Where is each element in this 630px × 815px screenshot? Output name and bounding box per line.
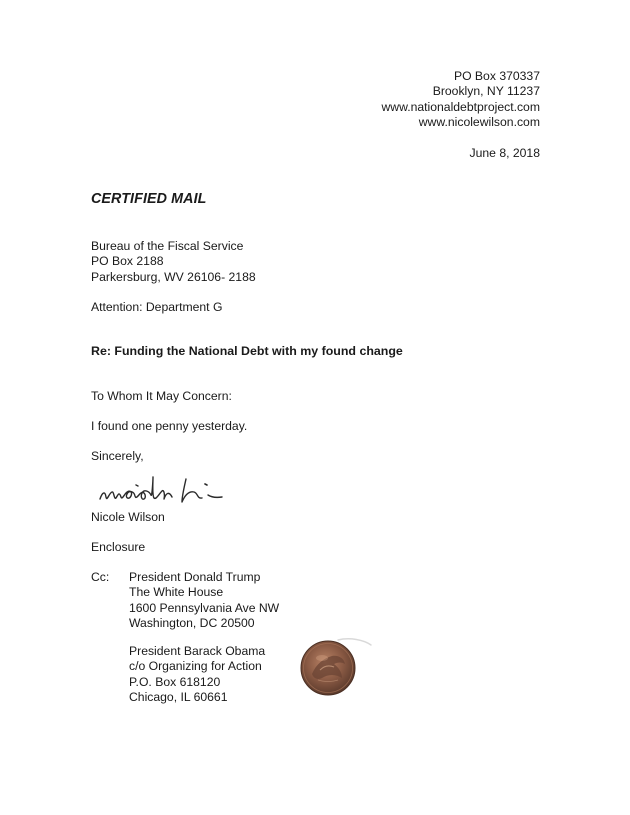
signer-name: Nicole Wilson (91, 510, 165, 524)
cc-label: Cc: (91, 570, 110, 584)
recipient-city-line: Parkersburg, WV 26106- 2188 (91, 269, 256, 284)
cc-recipient-1-line-3: 1600 Pennsylvania Ave NW (129, 600, 280, 615)
cc-recipient-1-line-1: President Donald Trump (129, 570, 261, 584)
cc-recipient-2-line-3: P.O. Box 618120 (129, 674, 221, 689)
attention-line: Attention: Department G (91, 300, 223, 314)
sender-address (381, 69, 540, 130)
letter-body: I found one penny yesterday. (91, 419, 248, 433)
letter-date: June 8, 2018 (469, 146, 540, 160)
cc-recipient-2-line-2: c/o Organizing for Action (129, 659, 262, 674)
sender-po-box: PO Box 370337 (453, 69, 540, 83)
cc-recipient-1-line-2: The White House (129, 585, 224, 600)
cc-recipient-2 (129, 644, 265, 705)
certified-mail-heading: CERTIFIED MAIL (91, 191, 207, 207)
penny-coin-icon (298, 634, 374, 698)
sender-website-2: www.nicolewilson.com (418, 114, 540, 129)
sender-website-1: www.nationaldebtproject.com (381, 99, 540, 114)
signature-icon (96, 471, 231, 507)
sender-city-line: Brooklyn, NY 11237 (432, 84, 540, 99)
cc-recipient-2-line-1: President Barack Obama (129, 644, 266, 658)
recipient-name: Bureau of the Fiscal Service (91, 239, 244, 253)
cc-recipient-2-line-4: Chicago, IL 60661 (129, 689, 228, 704)
cc-recipient-1-line-4: Washington, DC 20500 (129, 615, 255, 630)
enclosure-note: Enclosure (91, 540, 146, 554)
cc-recipient-1 (129, 570, 279, 631)
subject-line: Re: Funding the National Debt with my found change (91, 344, 403, 358)
closing: Sincerely, (91, 449, 144, 463)
recipient-address (91, 239, 256, 285)
recipient-po-box: PO Box 2188 (91, 254, 164, 269)
salutation: To Whom It May Concern: (91, 389, 232, 403)
